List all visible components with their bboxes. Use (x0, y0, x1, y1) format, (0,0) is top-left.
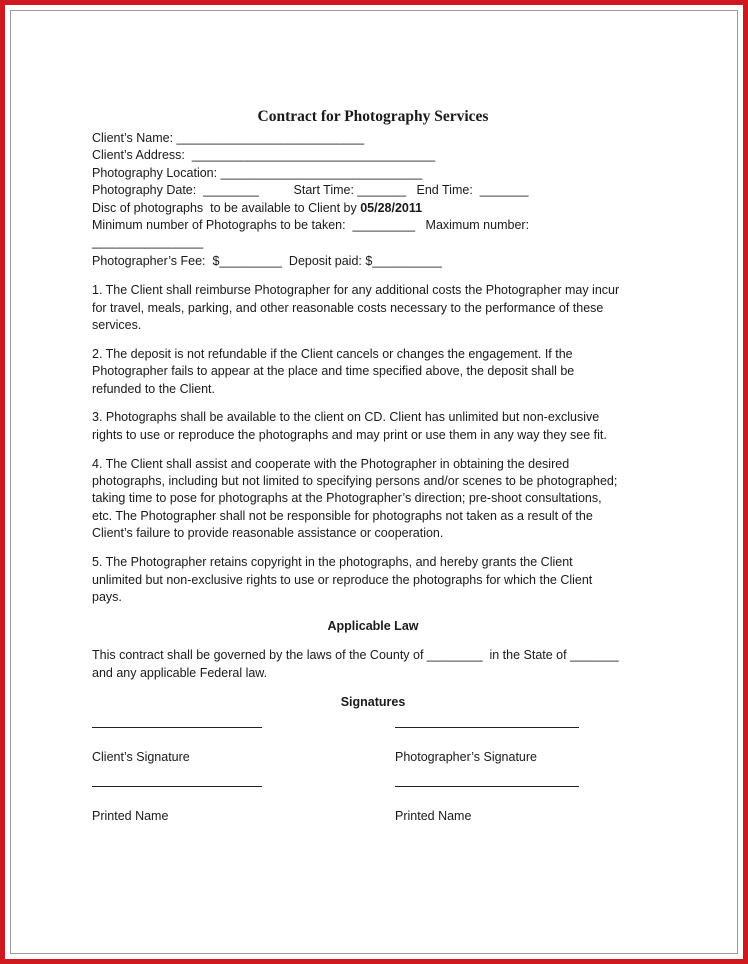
photography-date-time-field: Photography Date: ________ Start Time: _______ End Time: _______ (92, 183, 529, 198)
photographer-printed-name-line (395, 786, 579, 787)
clause-5 (92, 554, 662, 606)
client-printed-name-block (92, 770, 262, 825)
clause-line: 1. The Client shall reimburse Photographer for any additional costs the Photographer may incur (92, 283, 620, 298)
client-signature-label: Client’s Signature (92, 750, 190, 765)
fee-deposit-field: Photographer’s Fee: $_________ Deposit paid: $__________ (92, 253, 442, 268)
clause-line: pays. (92, 589, 122, 604)
clause-line: Photographer fails to appear at the place and time specified above, the deposit shall be (92, 364, 575, 379)
photographer-signature-block (395, 711, 579, 766)
client-printed-name-label: Printed Name (92, 809, 169, 824)
client-name-field: Client’s Name: ___________________________ (92, 131, 365, 145)
clause-1 (92, 282, 662, 334)
clause-line: for travel, meals, parking, and other reasonable costs necessary to the performance of these (92, 300, 604, 315)
clause-line: unlimited but non-exclusive rights to use or reproduce the photographs for which the Client (92, 572, 593, 587)
clause-line: etc. The Photographer shall not be responsible for photographs not taken as a result of the (92, 508, 593, 523)
printed-name-row (92, 770, 662, 829)
clause-line: photographs, including but not limited to specifying persons and/or scenes to be photographed; (92, 474, 618, 489)
photographer-signature-line (395, 727, 579, 728)
signatures-heading: Signatures (340, 694, 406, 709)
clause-2 (92, 346, 662, 398)
client-printed-name-line (92, 786, 262, 787)
disc-availability-text: Disc of photographs to be available to Client by (92, 200, 361, 215)
clause-4 (92, 456, 662, 543)
clause-line: taking time to pose for photographs at the Photographer’s direction; pre-shoot consultations, (92, 491, 602, 506)
disc-date: 05/28/2011 (360, 200, 423, 215)
photographer-printed-name-label: Printed Name (395, 809, 472, 824)
clause-line: 3. Photographs shall be available to the client on CD. Client has unlimited but non-exclusive (92, 410, 600, 425)
photographer-printed-name-block (395, 770, 579, 825)
maximum-photos-blank: ________________ (92, 235, 204, 250)
clause-3 (92, 409, 662, 444)
disc-availability-field (92, 200, 662, 217)
contract-document (92, 100, 662, 829)
law-line: and any applicable Federal law. (92, 665, 268, 680)
law-line: This contract shall be governed by the laws of the County of ________ in the State of _______ (92, 648, 619, 663)
document-title: Contract for Photography Services (257, 108, 489, 125)
client-signature-block (92, 711, 262, 766)
applicable-law-text (92, 647, 662, 682)
clause-line: 2. The deposit is not refundable if the Client cancels or changes the engagement. If the (92, 346, 573, 361)
client-address-field: Client’s Address: ___________________________________ (92, 148, 436, 163)
applicable-law-heading: Applicable Law (327, 619, 419, 634)
clause-line: refunded to the Client. (92, 381, 215, 396)
client-signature-line (92, 727, 262, 728)
minimum-photos-field: Minimum number of Photographs to be taken: _________ Maximum number: (92, 218, 530, 233)
clause-line: rights to use or reproduce the photographs and may print or use them in any way they see fit. (92, 427, 607, 442)
photographer-signature-label: Photographer’s Signature (395, 750, 537, 765)
clause-line: 4. The Client shall assist and cooperate with the Photographer in obtaining the desired (92, 456, 570, 471)
clause-line: services. (92, 318, 142, 333)
signature-row (92, 711, 662, 770)
clause-line: Client’s failure to provide reasonable assistance or cooperation. (92, 526, 444, 541)
clause-line: 5. The Photographer retains copyright in the photographs, and hereby grants the Client (92, 555, 573, 570)
photography-location-field: Photography Location: _____________________________ (92, 165, 423, 180)
